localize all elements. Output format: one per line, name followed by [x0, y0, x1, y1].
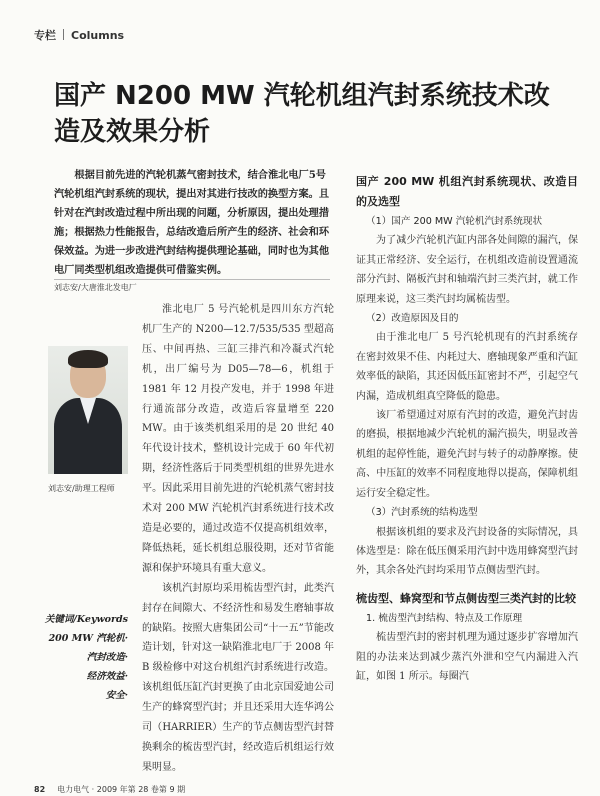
journal-info: 电力电气 · 2009 年第 28 卷第 9 期 — [57, 785, 186, 794]
keyword: 200 MW 汽轮机· — [48, 633, 128, 644]
body-paragraph: 由于淮北电厂 5 号汽轮机现有的汽封系统存在密封效果不佳、内耗过大、磨轴现象严重和汽缸效率低的缺陷，其还因低压缸密封不严，引起空气内漏，造成机组真空降低的隐患。 — [356, 332, 578, 402]
section-label: 专栏 — [34, 29, 56, 42]
body-paragraph: 淮北电厂 5 号汽轮机是四川东方汽轮机厂生产的 N200—12.7/535/535 型超高压、中间再热、三缸三排汽和冷凝式汽轮机，出厂编号为 D05—78—6，机组于 1981 年 12 月投产发电，并于 1998 年进行通流部分改造，改造后容量增至 220 MW。由于该类机组采用的是 20 世纪 40 年代设计技术，整机设计完成于 60 年代初期，经济性落后于同类型机组的世界先进水平。因此采用目前先进的汽轮机蒸气密封技术对 200 MW 汽轮机汽封系统进行技术改造是必要的，通过改造不仅提高机组效率，降低热耗，延长机组总服役期，还对节省能源和保护环境具有重大意义。 — [142, 304, 334, 574]
author-photo — [48, 346, 128, 474]
subsection-heading: 1. 梳齿型汽封结构、特点及工作原理 — [366, 612, 523, 624]
body-paragraph: 该机汽封原均采用梳齿型汽封，此类汽封存在间隙大、不经济性和易发生磨轴事故的缺陷。按照大唐集团公司“十一五”节能改造计划，针对这一缺陷淮北电厂于 2008 年 B 级检修中对这台机组汽封系统进行改造。该机组低压缸汽封更换了由北京国爱迪公司生产的蜂窝型汽封；并且还采用大连华鸿公司（HARRIER）生产的节点侧齿型汽封替换剩余的梳齿型汽封，经改造后机组运行效果明显。 — [142, 582, 334, 773]
body-column-right — [356, 172, 578, 686]
body-paragraph: 梳齿型汽封的密封机理为通过逐步扩容增加汽阻的办法来达到减少蒸汽外泄和空气内漏进入汽缸，如图 1 所示。每圈汽 — [356, 632, 578, 682]
subsection-heading: （1）国产 200 MW 汽轮机汽封系统现状 — [366, 216, 543, 227]
body-paragraph: 根据该机组的要求及汽封设备的实际情况，具体选型是：除在低压侧采用汽封中选用蜂窝型汽封外，其余各处汽封均采用节点侧齿型汽封。 — [356, 526, 578, 577]
keyword: 经济效益· — [86, 671, 128, 682]
section-heading: 国产 200 MW 机组汽封系统现状、改造目的及选型 — [356, 175, 578, 208]
keyword: 汽封改造· — [86, 652, 128, 663]
article-title: 国产 N200 MW 汽轮机组汽封系统技术改造及效果分析 — [54, 81, 550, 147]
subsection-heading: （3）汽封系统的结构选型 — [366, 507, 478, 519]
subsection-heading: （2）改造原因及目的 — [366, 313, 459, 325]
photo-caption: 刘志安/助理工程师 — [48, 484, 115, 493]
page-number: 82 — [34, 785, 46, 794]
abstract-divider — [54, 279, 330, 280]
page-footer — [34, 784, 185, 795]
section-heading: 梳齿型、蜂窝型和节点侧齿型三类汽封的比较 — [356, 591, 576, 605]
keywords-block — [36, 610, 128, 705]
keyword: 安全· — [105, 690, 128, 701]
author-affiliation: 刘志安/大唐淮北发电厂 — [54, 283, 137, 292]
body-paragraph: 为了减少汽轮机汽缸内部各处间隙的漏汽，保证其正常经济、安全运行，在机组改造前设置通流部分汽封、隔板汽封和轴端汽封三类汽封，就工作原理来说，这三类汽封均属梳齿型。 — [356, 235, 578, 305]
column-header — [34, 27, 124, 43]
keywords-label: 关键词/Keywords — [44, 614, 128, 625]
section-label-en: Columns — [71, 29, 125, 42]
header-divider — [63, 29, 64, 40]
body-column-middle — [142, 300, 334, 778]
abstract: 根据目前先进的汽轮机蒸气密封技术，结合淮北电厂5号汽轮机组汽封系统的现状，提出对其进行技改的换型方案。且针对在汽封改造过程中所出现的问题，分析原因，提出处理措施；根据热力性能报告，总结改造后所产生的经济、社会和环保效益。为进一步改进汽封结构提供理论基础，同时也为其他电厂同类型机组改造提供可借鉴实例。 — [54, 169, 330, 276]
body-paragraph: 该厂希望通过对原有汽封的改造，避免汽封齿的磨损，根据地减少汽轮机的漏汽损失，明显改善机组的起停性能，避免汽封与转子的动静摩擦。使高、中压缸的效率不同程度地得以提高，保障机组运行安全稳定性。 — [356, 410, 578, 499]
